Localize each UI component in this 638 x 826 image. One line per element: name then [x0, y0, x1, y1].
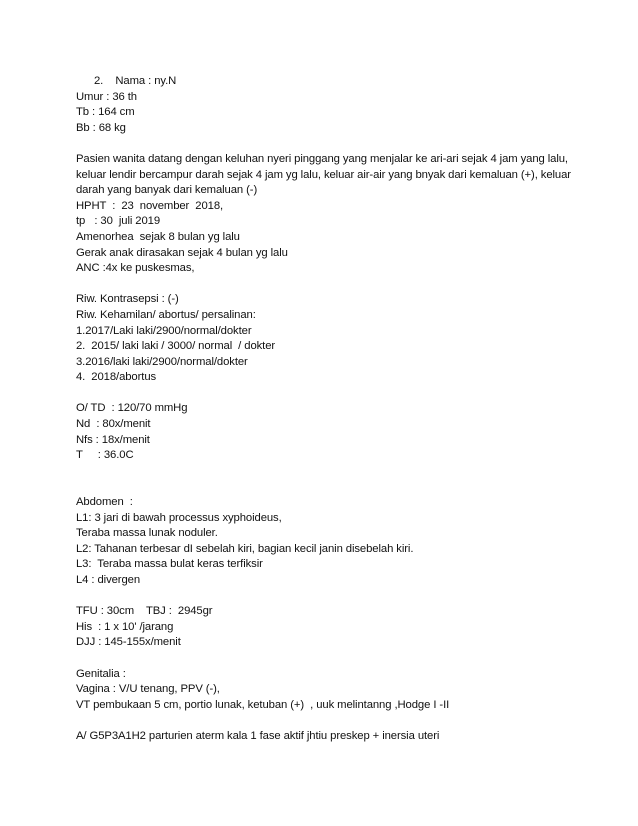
leopold-3: L3: Teraba massa bulat keras terfiksir: [76, 558, 263, 571]
pregnancy-history-item: 2. 2015/ laki laki / 3000/ normal / dokter: [76, 340, 276, 353]
spacer: [76, 464, 596, 495]
amenorrhea-line: Amenorhea sejak 8 bulan yg lalu: [76, 230, 240, 243]
spacer: [76, 277, 596, 293]
vagina-line: Vagina : V/U tenang, PPV (-),: [76, 683, 220, 696]
hpht-line: HPHT : 23 november 2018,: [76, 199, 224, 212]
patient-name: 2. Nama : ny.N: [94, 75, 177, 87]
contractions-line: His : 1 x 10' /jarang: [76, 620, 174, 633]
spacer: [76, 651, 596, 667]
anc-line: ANC :4x ke puskesmas,: [76, 262, 195, 275]
respiration-line: Nfs : 18x/menit: [76, 433, 150, 446]
fetal-movement-line: Gerak anak dirasakan sejak 4 bulan yg lalu: [76, 246, 288, 259]
tp-line: tp : 30 juli 2019: [76, 215, 161, 228]
leopold-4: L4 : divergen: [76, 574, 141, 586]
fetal-heart-rate-line: DJJ : 145-155x/menit: [76, 636, 181, 649]
pulse-line: Nd : 80x/menit: [76, 418, 151, 431]
pregnancy-history-item: 3.2016/laki laki/2900/normal/dokter: [76, 355, 248, 368]
abdomen-heading: Abdomen :: [76, 496, 133, 509]
contraception-line: Riw. Kontrasepsi : (-): [76, 293, 179, 306]
genitalia-heading: Genitalia :: [76, 667, 126, 680]
pregnancy-history-heading: Riw. Kehamilan/ abortus/ persalinan:: [76, 308, 256, 321]
vaginal-exam-line: VT pembukaan 5 cm, portio lunak, ketuban (+) , uuk melintanng ,Hodge I -II: [76, 698, 450, 711]
chief-complaint: Pasien wanita datang dengan keluhan nyeri pinggang yang menjalar ke ari-ari sejak 4 jam yang lalu, keluar lendir bercampur darah sejak 4 jam yg lalu, keluar air-air yang bnyak dari kemaluan (+), keluar darah yang banyak dari kemaluan (-): [76, 152, 571, 197]
temperature-line: T : 36.0C: [76, 449, 134, 462]
height-line: Tb : 164 cm: [76, 106, 135, 119]
leopold-2: L2: Tahanan terbesar dI sebelah kiri, bagian kecil janin disebelah kiri.: [76, 542, 414, 555]
age-line: Umur : 36 th: [76, 90, 137, 103]
spacer: [76, 713, 596, 729]
assessment-line: A/ G5P3A1H2 parturien aterm kala 1 fase aktif jhtiu preskep + inersia uteri: [76, 729, 440, 742]
pregnancy-history-item: 4. 2018/abortus: [76, 371, 157, 384]
weight-line: Bb : 68 kg: [76, 121, 126, 134]
leopold-1-detail: Teraba massa lunak noduler.: [76, 527, 218, 540]
blood-pressure-line: O/ TD : 120/70 mmHg: [76, 402, 188, 415]
pregnancy-history-item: 1.2017/Laki laki/2900/normal/dokter: [76, 324, 252, 337]
spacer: [76, 589, 596, 605]
leopold-1: L1: 3 jari di bawah processus xyphoideus,: [76, 511, 282, 524]
spacer: [76, 386, 596, 402]
tfu-tbj-line: TFU : 30cm TBJ : 2945gr: [76, 605, 213, 618]
document-body: [76, 74, 596, 745]
spacer: [76, 136, 596, 152]
